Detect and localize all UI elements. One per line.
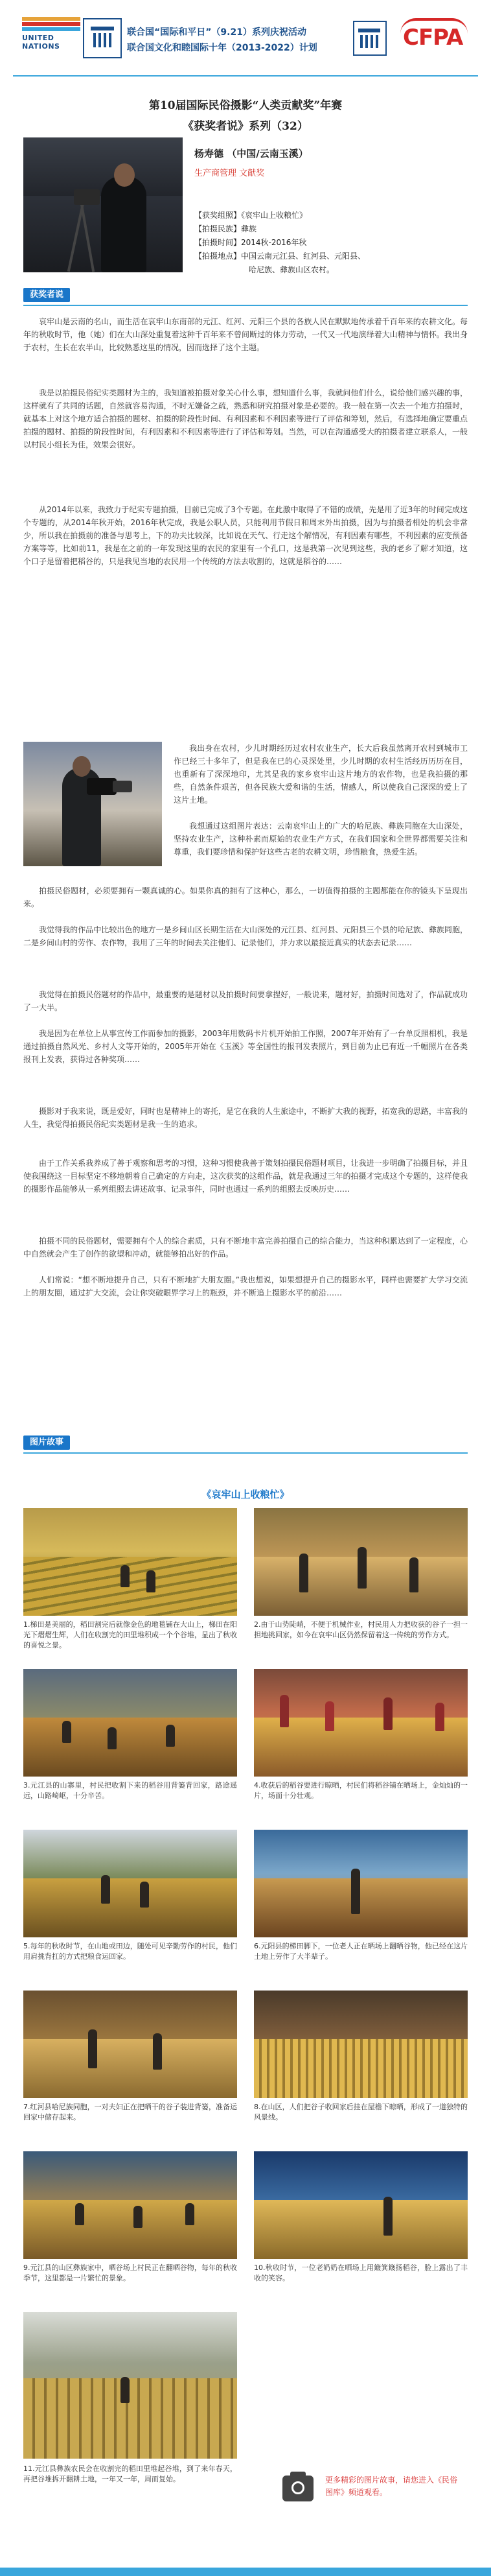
logo-stripe	[22, 17, 80, 21]
story-photo	[254, 2151, 468, 2259]
paragraph: 拍摄不同的民俗题材，需要拥有个人的综合素质，只有不断地丰富完善拍摄自己的综合能力，当这种积累达到了一定程度，心中自然就会产生了创作的欲望和冲动，就能够拍出好的作品。	[23, 1236, 468, 1258]
logo-stripe	[22, 22, 80, 26]
story-photo	[254, 1508, 468, 1616]
unesco-logo-icon	[353, 21, 387, 56]
logo-stripe	[22, 27, 80, 31]
story-photo	[23, 2312, 237, 2459]
divider	[23, 305, 468, 306]
header-line-1: 联合国“国际和平日”（9.21）系列庆祝活动	[127, 27, 306, 38]
inline-photo	[23, 742, 162, 866]
header-line-2: 联合国文化和睦国际十年（2013-2022）计划	[127, 43, 317, 53]
paragraph: 哀牢山是云南的名山，而生活在哀牢山东南部的元江、红河、元阳三个县的各族人民在默默地传承着千百年来的农耕文化。每年的秋收时节，他（她）们在大山深处重复着这种千百年来不曾间断过的体力劳动，一代又一代地演绎着大山精神与情怀。我出身于农村，生长在农半山，比较熟悉这里的情况，因而选择了这个主题。	[23, 317, 468, 352]
author-photo	[23, 137, 183, 272]
paragraph: 人们常说：“想不断地提升自己，只有不断地扩大朋友圈。”我也想说，如果想提升自己的摄影水平，同样也需要扩大学习交流上的朋友圈，通过扩大交流，会让你突破眼界学习上的瓶颈，并不断追上摄影水平的前沿……	[23, 1275, 468, 1297]
meta-line: 【拍摄地点】中国云南元江县、红河县、元阳县、	[194, 252, 366, 261]
photo-caption: 7.红河县哈尼族同胞，一对夫妇正在把晒干的谷子装进背篓，准备运回家中储存起来。	[23, 2103, 237, 2121]
author-name: 杨寿德 （中国/云南玉溪）	[194, 148, 308, 160]
photo-caption: 9.元江县的山区彝族家中，晒谷场上村民正在翻晒谷物，每年的秋收季节，这里都是一片繁忙的景象。	[23, 2263, 237, 2282]
story-photo	[23, 1830, 237, 1937]
cfpa-logo: CFPA	[403, 25, 463, 51]
photo-caption: 1.梯田是美丽的，稻田割完后就像金色的地毯铺在大山上，梯田在阳光下熠熠生辉，人们在收割完的田里堆积成一个个谷堆，显出了秋收的喜悦之景。	[23, 1620, 237, 1649]
story-photo	[23, 1669, 237, 1777]
story-photo	[254, 1669, 468, 1777]
logo-text: UNITED NATIONS	[22, 34, 60, 51]
section-tag-story: 图片故事	[23, 1436, 70, 1450]
story-photo	[23, 2151, 237, 2259]
header	[0, 0, 491, 84]
story-photo	[23, 1508, 237, 1616]
photo-caption: 8.在山区，人们把谷子收回家后挂在屋檐下晾晒，形成了一道独特的风景线。	[254, 2103, 468, 2121]
story-photo	[254, 1830, 468, 1937]
paragraph: 由于工作关系我养成了善于观察和思考的习惯，这种习惯使我善于策划拍摄民俗题材项目，让我进一步明确了拍摄目标，并且使我围绕这一目标坚定不移地朝着自己确定的方向走，这次获奖的这组作品，就是我通过三年的拍摄才完成这个专题的，这样使我的摄影作品能够从一系列组照去讲述故事、记录事件，同时也通过一系列的组照去反映历史……	[23, 1159, 468, 1194]
photo-caption: 2.由于山势陡峭，不便于机械作业，村民用人力把收获的谷子一担一担地挑回家，如今在哀牢山区仍然保留着这一传统的劳作方式。	[254, 1620, 468, 1639]
story-title: 《哀牢山上收粮忙》	[201, 1489, 290, 1500]
more-stories-text[interactable]: 更多精彩的图片故事，请您进入《民俗图库》频道观看。	[325, 2476, 458, 2497]
story-photo	[23, 1991, 237, 2098]
meta-line: 【获奖组照】《哀牢山上收粮忙》	[194, 211, 308, 220]
author-meta	[194, 209, 365, 277]
paragraph: 摄影对于我来说，既是爱好，同时也是精神上的寄托，是它在我的人生旅途中，不断扩大我的视野，拓宽我的思路，丰富我的人生，我觉得拍摄民俗纪实类题材是我一生的追求。	[23, 1107, 468, 1129]
divider	[13, 75, 478, 77]
photo-caption: 6.元阳县的梯田脚下，一位老人正在晒场上翻晒谷物，他已经在这片土地上劳作了大半辈子。	[254, 1942, 468, 1961]
meta-line: 【拍摄民族】彝族	[194, 224, 257, 233]
story-photo	[254, 1991, 468, 2098]
header-text	[127, 25, 317, 56]
camera-icon	[282, 2476, 314, 2501]
un-logo	[22, 17, 80, 62]
photo-caption: 4.收获后的稻谷要进行晾晒，村民们将稻谷铺在晒场上，金灿灿的一片，场面十分壮观。	[254, 1781, 468, 1800]
paragraph: 从2014年以来，我致力于纪实专题拍摄，目前已完成了3个专题。在此激中取得了不错的成绩，先是用了近3年的时间完成这个专题的，从2014年秋开始，2016年秋完成，我是公职人员，只能利用节假日和周末外出拍摄，因为与拍摄者相处的机会非常少，所以我在拍摄前的准备与思考上，下的功夫比较深，比如说在天气、行走这个解情况，有利因素有哪些，不利因素的应变预备方案等等，比如前11，我是在之前的一年发现这里的农民的家里有一个孔口，这是我第一次见到这些，我的老乡了解才知道，这个口子是留着把稻谷的，只是我见当地的农民用一个传统的方法去收割的，这就是稻谷的……	[23, 505, 468, 566]
more-stories-banner[interactable]	[254, 2461, 468, 2539]
unesco-logo-icon	[83, 18, 122, 58]
meta-line: 哈尼族、彝族山区农村。	[249, 265, 335, 274]
photo-caption: 5.每年的秋收时节，在山地或田边，随处可见辛勤劳作的村民，他们用肩挑背扛的方式把粮食运回家。	[23, 1942, 237, 1961]
paragraph: 我想通过这组图片表达：云南哀牢山上的广大的哈尼族、彝族同胞在大山深处，坚持农业生产，这种朴素而原始的农业生产方式，在我们国家和全世界都需要关注和尊重，我们要珍惜和保护好这些古老的农耕文明，珍惜粮食，热爱生活。	[174, 821, 468, 857]
section-tag-winner: 获奖者说	[23, 288, 70, 302]
paragraph: 我出身在农村，少儿时期经历过农村农业生产，长大后我虽然离开农村到城市工作已经三十多年了，但是我在已的心灵深处里，少儿时期的农村生活经历历历在目，也重新有了深深地印，尤其是我的家乡哀牢山这片地方的农作物，也是我拍摄的那些，自然条件艰苦，但各民族大爱和谐的生活，情感人，所以使我自己深深的爱上了这片土地。	[174, 744, 468, 805]
paragraph: 我是因为在单位上从事宣传工作而参加的摄影，2003年用数码卡片机开始拍工作照，2007年开始有了一台单反照相机，我是通过拍摄自然风光、乡村人文等开始的，2005年开始在《玉溪》等全国性的报刊发表照片，到目前为止已有近一千幅照片在各类报刊上发表，获得过各种奖项……	[23, 1029, 468, 1064]
page-subtitle: 《获奖者说》系列（32）	[183, 120, 308, 133]
photo-caption: 11.元江县彝族农民会在收割完的稻田里堆起谷堆，到了来年春天，再把谷堆拆开翻耕土地，一年又一年，周而复始。	[23, 2464, 237, 2483]
author-role: 生产商管理 文献奖	[194, 169, 265, 178]
photo-caption: 10.秋收时节，一位老奶奶在晒场上用簸箕簸扬稻谷，脸上露出了丰收的笑容。	[254, 2263, 468, 2282]
page-title: 第10届国际民俗摄影“人类贡献奖”年赛	[148, 99, 343, 112]
divider	[23, 1452, 468, 1454]
paragraph: 拍摄民俗题材，必须要拥有一颗真诚的心。如果你真的拥有了这种心，那么，一切值得拍摄的主题都能在你的镜头下呈现出来。	[23, 886, 468, 908]
photo-caption: 3.元江县的山寨里，村民把收割下来的稻谷用背篓背回家，路途遥远，山路崎岖，十分辛苦。	[23, 1781, 237, 1800]
footer-bar	[0, 2568, 491, 2576]
paragraph: 我是以拍摄民俗纪实类题材为主的，我知道被拍摄对象关心什么事，想知道什么事，我就问他们什么，说给他们感兴趣的事，这样就有了共同的话题，自然就容易沟通，不时无嫌备之疏，熟悉和研究拍摄对象是必要的。我一般在第一次去一个地方拍摄时，就基本上对这个地方适合拍摄的题材、拍摄的阶段性时间、有利因素和不利因素等进行了评估和筹划，然后，有选择地确定要重点拍摄的题材、拍摄的阶段性时间，有利因素和不利因素等进行了评估和筹划。当然，可以在沟通感受大的拍摄者建立联系人，一般以村民小组长为佳，效果会很好。	[23, 388, 468, 449]
paragraph: 我觉得在拍摄民俗题材的作品中，最重要的是题材以及拍摄时间要拿捏好，一般说来，题材好，拍摄时间选对了，作品就成功了一大半。	[23, 990, 468, 1012]
meta-line: 【拍摄时间】2014秋-2016年秋	[194, 238, 307, 247]
paragraph: 我觉得我的作品中比较出色的地方一是乡间山区长期生活在大山深处的元江县、红河县、元阳县三个县的哈尼族、彝族同胞，二是乡间山村的劳作、农作物，我用了三年的时间去关注他们、记录他们，并力求以最接近真实的状态去记录……	[23, 925, 468, 947]
